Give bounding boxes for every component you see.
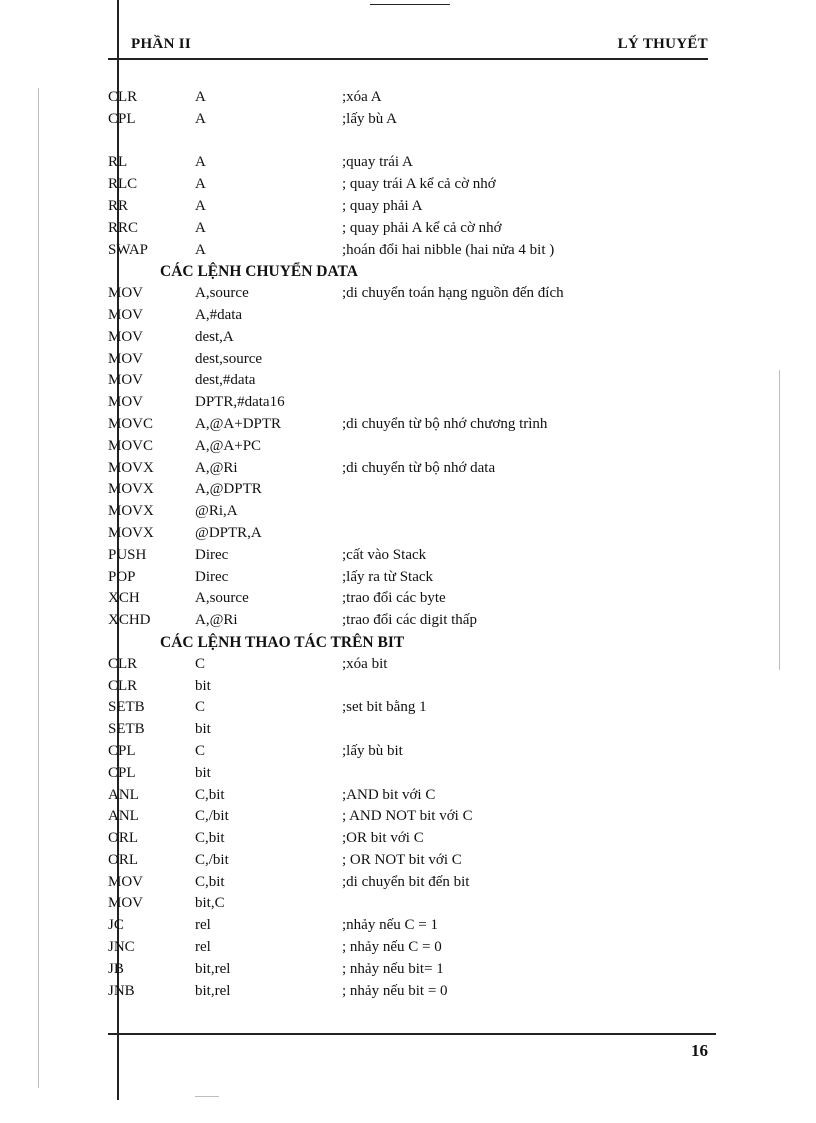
instruction-row xyxy=(108,392,748,414)
instruction-operand: C xyxy=(195,655,206,672)
instruction-mnemonic: ORL xyxy=(108,830,138,847)
instruction-mnemonic: CPL xyxy=(108,764,136,781)
instruction-row xyxy=(108,218,748,240)
instruction-mnemonic: ORL xyxy=(108,851,138,868)
instruction-row xyxy=(108,828,748,850)
instruction-operand: DPTR,#data16 xyxy=(195,394,285,411)
instruction-row xyxy=(108,109,748,131)
instruction-mnemonic: XCHD xyxy=(108,612,151,629)
instruction-operand: A,@DPTR xyxy=(195,481,262,498)
instruction-comment: ; nhảy nếu bit = 0 xyxy=(342,982,448,999)
instruction-operand: bit,C xyxy=(195,895,225,912)
instruction-operand: C,bit xyxy=(195,786,225,803)
instruction-row xyxy=(108,349,748,371)
instruction-operand: A,@Ri xyxy=(195,612,238,629)
instruction-comment: ;AND bit với C xyxy=(342,786,436,803)
footer-rule xyxy=(108,1033,716,1035)
instruction-row xyxy=(108,283,748,305)
instruction-comment: ; quay phải A kể cả cờ nhớ xyxy=(342,219,502,236)
instruction-row xyxy=(108,806,748,828)
instruction-mnemonic: MOV xyxy=(108,328,144,345)
instruction-comment: ;xóa A xyxy=(342,89,382,105)
instruction-mnemonic: MOVX xyxy=(108,503,154,520)
instruction-mnemonic: POP xyxy=(108,568,136,585)
instruction-operand: A xyxy=(195,219,206,236)
instruction-operand: A xyxy=(195,89,206,105)
instruction-mnemonic: CPL xyxy=(108,110,136,127)
right-scan-edge xyxy=(779,370,780,670)
instruction-mnemonic: CLR xyxy=(108,655,138,672)
instruction-row xyxy=(108,785,748,807)
chapter-header: LÝ THUYẾT xyxy=(617,36,708,52)
instruction-operand: A,@A+DPTR xyxy=(195,415,282,432)
instruction-mnemonic: MOVC xyxy=(108,437,154,454)
instruction-mnemonic: SETB xyxy=(108,699,145,716)
instruction-comment: ;di chuyển từ bộ nhớ chương trình xyxy=(342,415,548,432)
instruction-operand: bit xyxy=(195,721,211,738)
instruction-row xyxy=(108,479,748,501)
instruction-row xyxy=(108,959,748,981)
section-heading-text: CÁC LỆNH CHUYỂN DATA xyxy=(160,263,358,281)
instruction-comment: ;di chuyển từ bộ nhớ data xyxy=(342,459,496,476)
instruction-operand: C xyxy=(195,742,206,759)
instruction-mnemonic: MOV xyxy=(108,394,144,411)
instruction-mnemonic: MOVC xyxy=(108,415,154,432)
instruction-row xyxy=(108,676,748,698)
instruction-row xyxy=(108,174,748,196)
instruction-operand: A,source xyxy=(195,590,249,607)
instruction-row xyxy=(108,436,748,458)
instruction-comment: ;xóa bit xyxy=(342,655,388,672)
section-header: PHẦN II xyxy=(131,36,192,52)
instruction-comment: ;cất vào Stack xyxy=(342,546,427,563)
instruction-comment: ;trao đổi các digit thấp xyxy=(342,612,477,629)
instruction-row xyxy=(108,893,748,915)
instruction-operand: bit xyxy=(195,764,211,781)
instruction-operand: bit,rel xyxy=(195,960,231,977)
instruction-mnemonic: JNB xyxy=(108,982,135,999)
instruction-mnemonic: MOV xyxy=(108,350,144,367)
instruction-comment: ;lấy ra từ Stack xyxy=(342,568,434,585)
instruction-mnemonic: MOVX xyxy=(108,459,154,476)
instruction-operand: A,@Ri xyxy=(195,459,238,476)
instruction-row xyxy=(108,523,748,545)
instruction-operand: bit xyxy=(195,677,211,694)
instruction-operand: A,source xyxy=(195,285,249,302)
instruction-comment: ;quay trái A xyxy=(342,154,413,171)
instruction-operand: A xyxy=(195,197,206,214)
instruction-operand: dest,#data xyxy=(195,372,256,389)
blank-line xyxy=(108,131,748,153)
instruction-comment: ; nhảy nếu C = 0 xyxy=(342,939,442,956)
instruction-comment: ;set bit bằng 1 xyxy=(342,699,427,716)
instruction-comment: ; AND NOT bit với C xyxy=(342,808,473,825)
instruction-row xyxy=(108,458,748,480)
top-scan-mark xyxy=(370,4,450,5)
section-heading-text: CÁC LỆNH THAO TÁC TRÊN BIT xyxy=(160,633,405,651)
instruction-mnemonic: MOV xyxy=(108,306,144,323)
instruction-mnemonic: ANL xyxy=(108,808,139,825)
instruction-row xyxy=(108,697,748,719)
instruction-row xyxy=(108,370,748,392)
instruction-mnemonic: ANL xyxy=(108,786,139,803)
instruction-operand: @Ri,A xyxy=(195,503,238,520)
instruction-operand: C,bit xyxy=(195,873,225,890)
instruction-row xyxy=(108,588,748,610)
instruction-operand: Direc xyxy=(195,568,229,585)
instruction-row xyxy=(108,414,748,436)
instruction-operand: Direc xyxy=(195,546,229,563)
instruction-operand: C,/bit xyxy=(195,808,229,825)
instruction-mnemonic: XCH xyxy=(108,590,140,607)
section-heading xyxy=(108,632,748,654)
instruction-row xyxy=(108,240,748,262)
instruction-mnemonic: RLC xyxy=(108,176,138,193)
instruction-row xyxy=(108,501,748,523)
instruction-mnemonic: MOV xyxy=(108,895,144,912)
instruction-operand: A xyxy=(195,176,206,193)
page-number: 16 xyxy=(691,1041,708,1060)
instruction-row xyxy=(108,305,748,327)
instruction-mnemonic: CLR xyxy=(108,677,138,694)
instruction-mnemonic: JC xyxy=(108,917,124,934)
instruction-row xyxy=(108,850,748,872)
instruction-mnemonic: MOV xyxy=(108,285,144,302)
header-rule xyxy=(108,58,708,60)
instruction-row xyxy=(108,327,748,349)
instruction-mnemonic: MOV xyxy=(108,372,144,389)
instruction-comment: ;lấy bù bit xyxy=(342,742,403,759)
section-heading xyxy=(108,261,748,283)
instruction-row xyxy=(108,872,748,894)
instruction-mnemonic: MOVX xyxy=(108,524,154,541)
instruction-row xyxy=(108,654,748,676)
instruction-row xyxy=(108,545,748,567)
instruction-comment: ;trao đổi các byte xyxy=(342,590,446,607)
left-scan-edge xyxy=(38,88,39,1088)
instruction-comment: ; OR NOT bit với C xyxy=(342,851,462,868)
instruction-operand: A xyxy=(195,154,206,171)
instruction-mnemonic: CLR xyxy=(108,89,138,105)
instruction-row xyxy=(108,937,748,959)
instruction-row xyxy=(108,196,748,218)
instruction-mnemonic: SETB xyxy=(108,721,145,738)
instruction-mnemonic: PUSH xyxy=(108,546,147,563)
instruction-comment: ; quay trái A kể cả cờ nhớ xyxy=(342,176,496,193)
instruction-operand: C,bit xyxy=(195,830,225,847)
instruction-list xyxy=(108,87,748,1002)
instruction-row xyxy=(108,981,748,1003)
instruction-row xyxy=(108,763,748,785)
instruction-mnemonic: RR xyxy=(108,197,129,214)
instruction-comment: ;OR bit với C xyxy=(342,830,424,847)
instruction-comment: ;nhảy nếu C = 1 xyxy=(342,917,438,934)
instruction-operand: @DPTR,A xyxy=(195,524,262,541)
instruction-row xyxy=(108,152,748,174)
instruction-operand: bit,rel xyxy=(195,982,231,999)
instruction-row xyxy=(108,610,748,632)
instruction-row xyxy=(108,915,748,937)
instruction-row xyxy=(108,719,748,741)
instruction-mnemonic: RRC xyxy=(108,219,139,236)
instruction-mnemonic: CPL xyxy=(108,742,136,759)
instruction-operand: A xyxy=(195,110,206,127)
instruction-row xyxy=(108,741,748,763)
instruction-comment: ; quay phải A xyxy=(342,197,423,214)
instruction-mnemonic: SWAP xyxy=(108,241,149,258)
instruction-operand: A xyxy=(195,241,206,258)
instruction-operand: C xyxy=(195,699,206,716)
instruction-operand: dest,source xyxy=(195,350,263,367)
instruction-row xyxy=(108,87,748,109)
instruction-comment: ;hoán đổi hai nibble (hai nửa 4 bit ) xyxy=(342,241,555,258)
instruction-comment: ;di chuyển bit đến bit xyxy=(342,873,470,890)
instruction-row xyxy=(108,567,748,589)
instruction-operand: dest,A xyxy=(195,328,234,345)
instruction-mnemonic: MOVX xyxy=(108,481,154,498)
instruction-operand: rel xyxy=(195,939,211,956)
instruction-operand: A,@A+PC xyxy=(195,437,262,454)
instruction-mnemonic: JNC xyxy=(108,939,135,956)
instruction-operand: rel xyxy=(195,917,211,934)
instruction-comment: ; nhảy nếu bit= 1 xyxy=(342,960,444,977)
instruction-operand: C,/bit xyxy=(195,851,229,868)
bottom-scan-mark xyxy=(195,1096,219,1097)
instruction-mnemonic: RL xyxy=(108,154,128,171)
instruction-comment: ;di chuyển toán hạng nguồn đến đích xyxy=(342,285,564,302)
instruction-operand: A,#data xyxy=(195,306,243,323)
instruction-mnemonic: MOV xyxy=(108,873,144,890)
instruction-comment: ;lấy bù A xyxy=(342,110,397,127)
instruction-mnemonic: JB xyxy=(108,960,124,977)
